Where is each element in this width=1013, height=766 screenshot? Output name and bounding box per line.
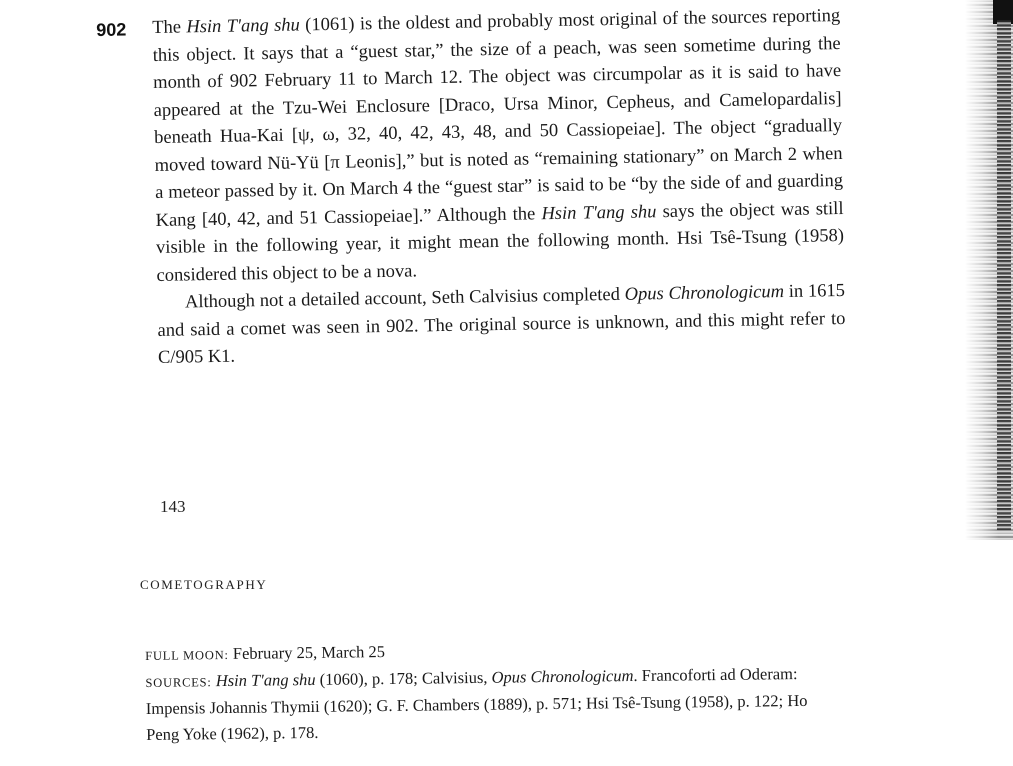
para2-title-opus-chronologicum: Opus Chronologicum (624, 282, 785, 305)
running-head: COMETOGRAPHY (140, 577, 268, 592)
page-number: 143 (160, 497, 186, 516)
entry-notes (145, 634, 836, 748)
entry-body (152, 3, 846, 372)
sources-line (145, 661, 836, 748)
comet-entry (96, 1, 846, 368)
entry-paragraph-2 (157, 278, 846, 372)
para1-text-2: (1061) is the oldest and probably most original of the sources reporting this object. It says that a “guest star,” the size of a peach, was seen sometime during the month of 902 February 11 to March 12. The object was circumpolar as it is said to have appeared at the Tzu-Wei Enclosure [Draco, Ursa Minor, Cepheus, and Camelopardalis] beneath Hua-Kai [ψ, ω, 32, 40, 42, 43, 48, and 50 Cassiopeiae]. The object “gradually moved toward Nü-Yü [π Leonis],” but is noted as “remaining stationary” on March 2 when a meteor passed by it. On March 4 the “guest star” is said to be “by the side of and guarding Kang [40, 42, and 51 Cassiopeiae].” Although the (152, 6, 844, 231)
entry-paragraph-1 (152, 3, 845, 290)
sources-label: SOURCES: (145, 675, 212, 690)
para1-text-1: The (152, 17, 187, 39)
scan-edge-texture (997, 20, 1011, 530)
para2-text-2: in 1615 and said a comet was seen in 902. The original source is unknown, and this might refer to C/905 K1. (157, 280, 846, 368)
entry-year: 902 (96, 19, 127, 40)
sources-title-hsin-tang-shu: Hsin T'ang shu (215, 669, 316, 691)
full-moon-value: February 25, March 25 (228, 642, 386, 663)
sources-text-2: (1060), p. 178; Calvisius, (315, 667, 492, 689)
para1-title-hsin-tang-shu: Hsin T'ang shu (186, 15, 300, 38)
full-moon-label: FULL MOON: (145, 647, 229, 663)
para1-text-3: says the object was still visible in the following year, it might mean the following month. Hsi Tsê-Tsung (1958) considered this object to be a nova. (155, 198, 845, 286)
para1-title-hsin-tang-shu-2: Hsin T'ang shu (541, 201, 657, 224)
sources-text-3: . Francoforti ad Oderam: Impensis Johannis Thymii (1620); G. F. Chambers (1889), p. 571; Hsi Tsê-Tsung (1958), p. 122; Ho Peng Yoke (1962), p. 178. (145, 664, 808, 744)
sources-title-opus-chronologicum: Opus Chronologicum (491, 666, 634, 687)
para2-text-1: Although not a detailed account, Seth Calvisius completed (184, 284, 625, 313)
